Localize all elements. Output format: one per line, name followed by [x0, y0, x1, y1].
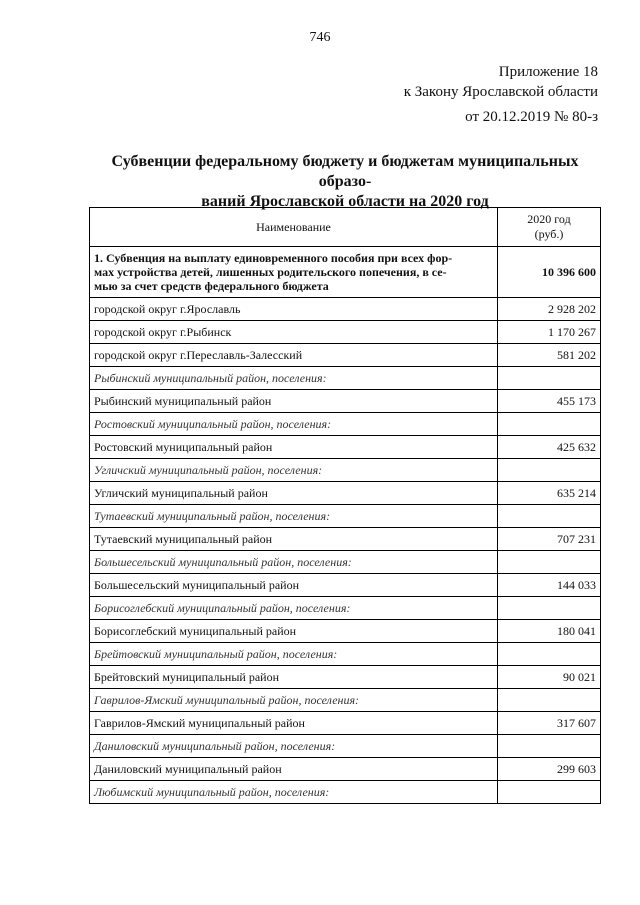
- row-name: Брейтовский муниципальный район: [90, 666, 498, 689]
- header-amount-unit: (руб.): [534, 227, 564, 241]
- row-name: Борисоглебский муниципальный район: [90, 620, 498, 643]
- group-header-row: [90, 735, 601, 758]
- row-name: Тутаевский муниципальный район, поселения:: [90, 505, 498, 528]
- row-name: Любимский муниципальный район, поселения:: [90, 781, 498, 804]
- table-row: [90, 482, 601, 505]
- group-header-row: [90, 551, 601, 574]
- subsidy-table: [89, 207, 601, 804]
- table-row: [90, 344, 601, 367]
- row-amount: [498, 781, 601, 804]
- row-amount: [498, 551, 601, 574]
- row-amount: [498, 597, 601, 620]
- group-header-row: [90, 367, 601, 390]
- document-title-line-1: Субвенции федеральному бюджету и бюджетам муниципальных образо-: [111, 153, 579, 190]
- row-amount: 299 603: [498, 758, 601, 781]
- row-amount: 2 928 202: [498, 298, 601, 321]
- row-name: Гаврилов-Ямский муниципальный район: [90, 712, 498, 735]
- table-row: [90, 321, 601, 344]
- row-amount: [498, 459, 601, 482]
- group-header-row: [90, 505, 601, 528]
- row-amount: [498, 643, 601, 666]
- row-amount: 635 214: [498, 482, 601, 505]
- table-row: [90, 758, 601, 781]
- row-amount: 144 033: [498, 574, 601, 597]
- row-name: Большесельский муниципальный район, поселения:: [90, 551, 498, 574]
- section-name-line-1: 1. Субвенция на выплату единовременного пособия при всех фор-: [94, 251, 453, 265]
- row-name: Рыбинский муниципальный район, поселения:: [90, 367, 498, 390]
- table-row: [90, 390, 601, 413]
- row-name: Ростовский муниципальный район, поселения:: [90, 413, 498, 436]
- row-name: Угличский муниципальный район, поселения:: [90, 459, 498, 482]
- table-row: [90, 666, 601, 689]
- appendix-law-date: от 20.12.2019 № 80-з: [465, 109, 598, 125]
- table-row: [90, 574, 601, 597]
- section-name-line-2: мах устройства детей, лишенных родительского попечения, в се-: [94, 265, 447, 279]
- page-number: 746: [309, 30, 331, 45]
- section-row: [90, 247, 601, 298]
- row-name: Тутаевский муниципальный район: [90, 528, 498, 551]
- row-amount: 180 041: [498, 620, 601, 643]
- section-name: [90, 247, 498, 298]
- row-amount: [498, 689, 601, 712]
- group-header-row: [90, 781, 601, 804]
- section-amount: 10 396 600: [498, 247, 601, 298]
- row-name: Гаврилов-Ямский муниципальный район, поселения:: [90, 689, 498, 712]
- row-amount: 455 173: [498, 390, 601, 413]
- document-title-line-2: ваний Ярославской области на 2020 год: [201, 193, 489, 210]
- table-row: [90, 712, 601, 735]
- row-amount: 317 607: [498, 712, 601, 735]
- row-amount: 581 202: [498, 344, 601, 367]
- header-amount-year: 2020 год: [527, 212, 571, 226]
- row-name: Рыбинский муниципальный район: [90, 390, 498, 413]
- group-header-row: [90, 459, 601, 482]
- row-amount: [498, 367, 601, 390]
- row-name: Борисоглебский муниципальный район, поселения:: [90, 597, 498, 620]
- row-amount: 90 021: [498, 666, 601, 689]
- table-header-row: [90, 208, 601, 247]
- row-amount: 1 170 267: [498, 321, 601, 344]
- header-name: Наименование: [90, 208, 498, 247]
- row-amount: [498, 505, 601, 528]
- row-name: городской округ г.Переславль-Залесский: [90, 344, 498, 367]
- table-row: [90, 528, 601, 551]
- table-row: [90, 620, 601, 643]
- row-name: Даниловский муниципальный район, поселения:: [90, 735, 498, 758]
- document-title: [88, 152, 602, 212]
- group-header-row: [90, 413, 601, 436]
- appendix-law: к Закону Ярославской области: [403, 84, 598, 100]
- row-amount: 707 231: [498, 528, 601, 551]
- row-amount: 425 632: [498, 436, 601, 459]
- row-name: Ростовский муниципальный район: [90, 436, 498, 459]
- row-name: Даниловский муниципальный район: [90, 758, 498, 781]
- table-row: [90, 436, 601, 459]
- row-name: Угличский муниципальный район: [90, 482, 498, 505]
- row-name: Большесельский муниципальный район: [90, 574, 498, 597]
- header-amount: [498, 208, 601, 247]
- row-amount: [498, 735, 601, 758]
- row-name: городской округ г.Ярославль: [90, 298, 498, 321]
- table-row: [90, 298, 601, 321]
- row-name: Брейтовский муниципальный район, поселения:: [90, 643, 498, 666]
- group-header-row: [90, 597, 601, 620]
- row-amount: [498, 413, 601, 436]
- group-header-row: [90, 643, 601, 666]
- appendix-label: Приложение 18: [498, 64, 598, 80]
- section-name-line-3: мью за счет средств федерального бюджета: [94, 279, 329, 293]
- group-header-row: [90, 689, 601, 712]
- appendix-block: [404, 62, 598, 127]
- row-name: городской округ г.Рыбинск: [90, 321, 498, 344]
